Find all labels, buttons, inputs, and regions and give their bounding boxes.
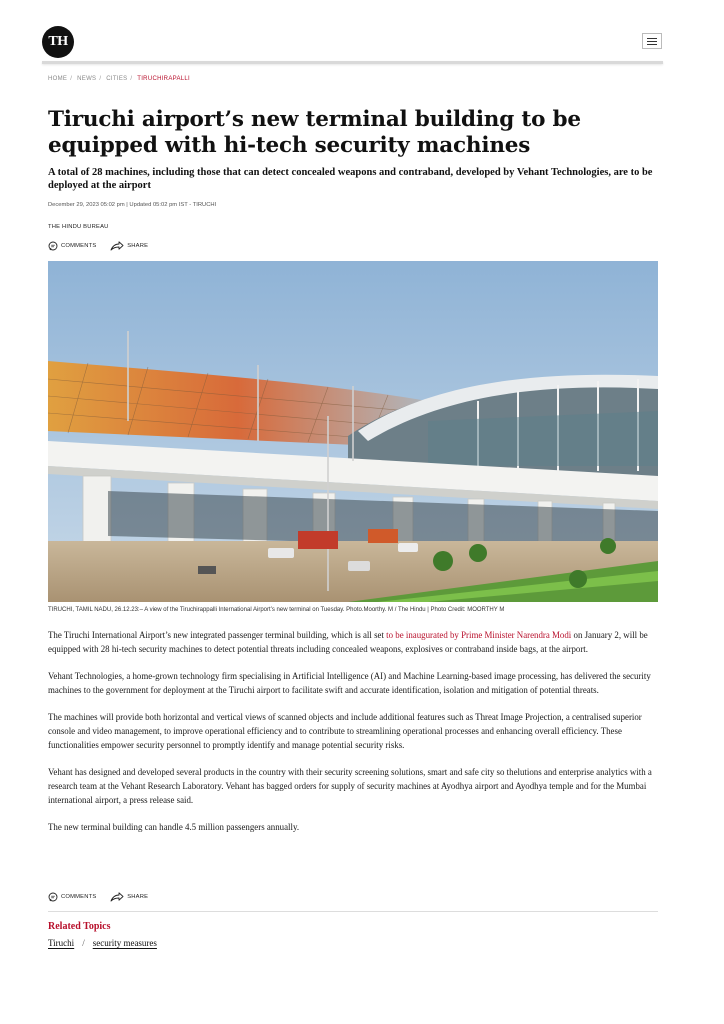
- article-paragraph-2: Vehant Technologies, a home-grown technology firm specialising in Artificial Intelligence (AI) and Machine Learning-based image processing, has delivered the security machines to the government for deployment at the Tiruchi airport to facilitate swift and accurate identification, isolation and mitigation of potential threats.: [48, 671, 651, 695]
- airport-terminal-image: [48, 261, 658, 602]
- related-divider: [48, 911, 658, 912]
- hamburger-menu-icon[interactable]: [642, 33, 662, 49]
- breadcrumb: HOME / NEWS / CITIES / TIRUCHIRAPALLI: [48, 76, 191, 82]
- comments-icon: [48, 892, 58, 902]
- site-logo[interactable]: TH: [42, 26, 74, 58]
- article-paragraph-1: The Tiruchi International Airport’s new integrated passenger terminal building, which is all set to be inaugurated by Prime Minister Narendra Modi on January 2, will be equipped with 28 hi-tech security machines to detect potential threats including concealed weapons, explosives or contraband inside bags, at the airport.: [48, 630, 648, 654]
- breadcrumb-tiruchirapalli[interactable]: TIRUCHIRAPALLI: [137, 76, 191, 82]
- comments-label: COMMENTS: [61, 894, 97, 900]
- related-topics-title: Related Topics: [48, 921, 111, 932]
- share-button-bottom[interactable]: [110, 892, 148, 902]
- related-topic-tiruchi[interactable]: Tiruchi: [48, 938, 75, 948]
- comments-button[interactable]: [48, 241, 96, 251]
- article-paragraph-3: The machines will provide both horizontal and vertical views of scanned objects and include additional features such as Threat Image Projection, a centralised superior console and video management, to improve operational efficiency and to contribute to streamlining operational processes and enhancing overall efficiency. These functionalities empower security personnel to promptly identify and manage potential security risks.: [48, 712, 642, 750]
- article-byline[interactable]: THE HINDU BUREAU: [48, 224, 109, 230]
- article-title: Tiruchi airport’s new terminal building to be equipped with hi-tech security machines: [48, 107, 581, 158]
- topic-separator: /: [82, 938, 85, 948]
- breadcrumb-news[interactable]: NEWS: [77, 76, 97, 82]
- breadcrumb-cities[interactable]: CITIES: [106, 76, 128, 82]
- comments-icon: [48, 241, 58, 251]
- related-topics-list: [48, 938, 157, 948]
- comments-label: COMMENTS: [61, 243, 97, 249]
- related-topic-security-measures[interactable]: security measures: [92, 938, 157, 948]
- share-icon: [110, 241, 124, 251]
- breadcrumb-home[interactable]: HOME: [48, 76, 68, 82]
- header-divider: [42, 61, 663, 64]
- article-actions-top: [48, 241, 160, 253]
- article-dateline: December 29, 2023 05:02 pm | Updated 05:02 pm IST - TIRUCHI: [48, 202, 217, 208]
- article-paragraph-4: Vehant has designed and developed several products in the country with their security screening solutions, smart and safe city so thelutions and enterprise analytics with a research team at the Vehant Research Laboratory. Vehant has bagged orders for supply of security machines at Ayodhya airport and Ayodhya temple and for the Mumbai international airport, a press release said.: [48, 767, 652, 805]
- photo-caption: TIRUCHI, TAMIL NADU, 26.12.23:– A view of the Tiruchirappalli International Airport’s new terminal on Tuesday. Photo.Moorthy. M / The Hindu | Photo Credit: MOORTHY M: [48, 607, 505, 613]
- article-paragraph-5: The new terminal building can handle 4.5 million passengers annually.: [48, 822, 300, 832]
- comments-button-bottom[interactable]: [48, 892, 96, 902]
- share-button[interactable]: [110, 241, 148, 251]
- article-subtitle: A total of 28 machines, including those that can detect concealed weapons and contraband, developed by Vehant Technologies, are to be deployed at the airport: [48, 167, 653, 191]
- share-icon: [110, 892, 124, 902]
- article-body: [48, 628, 658, 847]
- article-photo: [48, 261, 658, 602]
- share-label: SHARE: [127, 243, 149, 249]
- inauguration-link[interactable]: to be inaugurated by Prime Minister Narendra Modi: [386, 630, 572, 640]
- article-actions-bottom: [48, 892, 160, 904]
- site-header: [42, 24, 662, 62]
- share-label: SHARE: [127, 894, 149, 900]
